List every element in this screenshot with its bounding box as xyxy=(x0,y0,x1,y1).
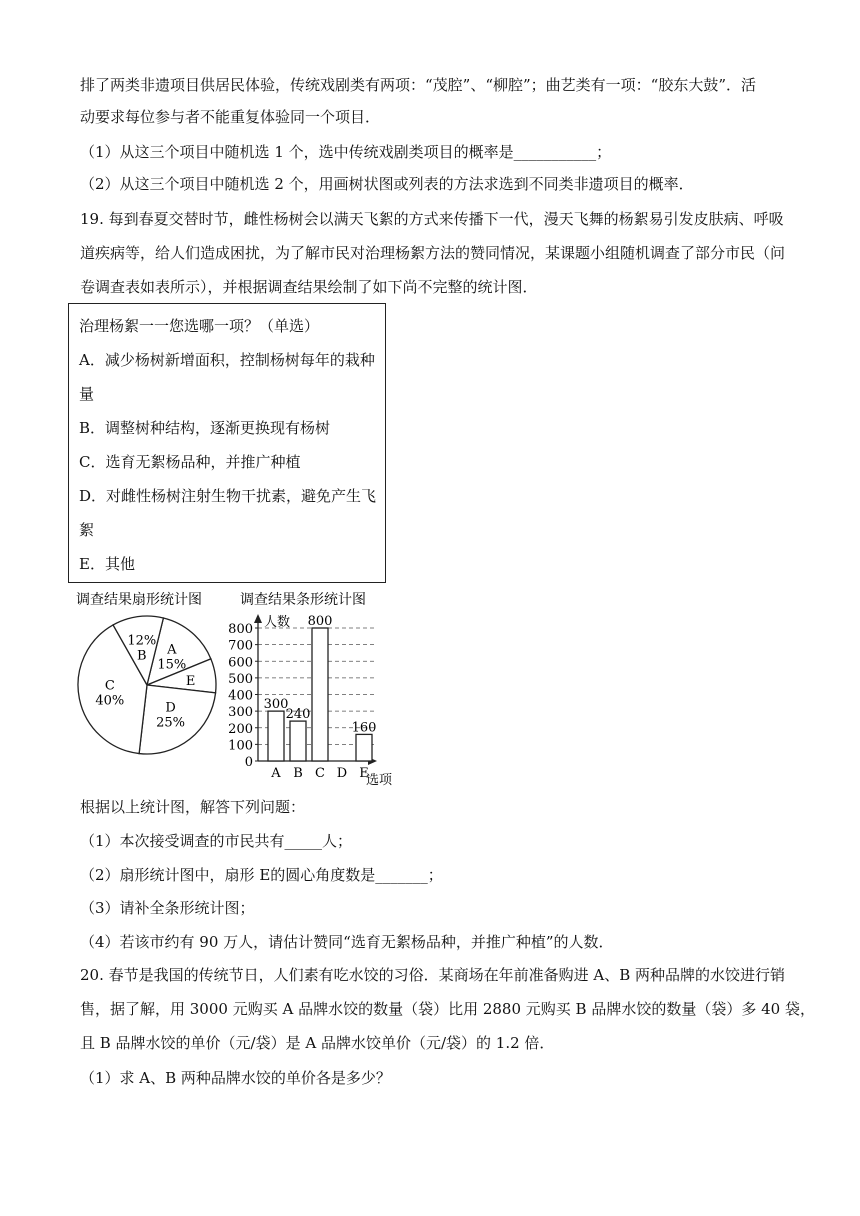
y-tick-label: 500 xyxy=(228,671,253,687)
y-tick-label: 300 xyxy=(228,705,253,721)
pie-label-b: B xyxy=(137,648,147,664)
after-chart-text: 根据以上统计图，解答下列问题： xyxy=(80,798,306,816)
x-tick-label-e: E xyxy=(359,766,369,781)
bar-c xyxy=(312,628,328,761)
bar-b xyxy=(290,721,306,761)
q19-part2: （2）扇形统计图中，扇形 E的圆心角度数是_______； xyxy=(80,866,443,884)
survey-charts xyxy=(74,588,414,788)
q19-part4: （4）若该市约有 90 万人，请估计赞同“选育无絮杨品种，并推广种植”的人数． xyxy=(80,933,614,951)
q18-part1: （1）从这三个项目中随机选 1 个，选中传统戏剧类项目的概率是___________； xyxy=(80,143,612,161)
bar-chart xyxy=(228,614,393,788)
survey-title: 治理杨絮一一您选哪一项？（单选） xyxy=(79,317,320,335)
bar-chart-title: 调查结果条形统计图 xyxy=(240,592,366,608)
y-tick-label: 600 xyxy=(228,655,253,671)
y-axis-arrow xyxy=(254,614,262,623)
y-tick-label: 800 xyxy=(228,622,253,637)
q19-line-1: 19. 每到春夏交替时节，雌性杨树会以满天飞絮的方式来传播下一代，漫天飞舞的杨絮易引发皮肤病、呼吸 xyxy=(80,210,784,228)
pie-percent-c: 40% xyxy=(95,693,125,709)
q19-line-3: 卷调查表如表所示），并根据调查结果绘制了如下尚不完整的统计图． xyxy=(80,278,538,296)
y-tick-label: 700 xyxy=(228,638,253,654)
q20-line-1: 20. 春节是我国的传统节日，人们素有吃水饺的习俗．某商场在年前准备购进 A、B 两种品牌的水饺进行销 xyxy=(80,966,786,984)
bar-value-label-a: 300 xyxy=(263,697,289,713)
pie-chart-title: 调查结果扇形统计图 xyxy=(76,592,202,608)
pie-label-a: A xyxy=(167,642,177,658)
q20-line-2: 售，据了解，用 3000 元购买 A 品牌水饺的数量（袋）比用 2880 元购买 B 品牌水饺的数量（袋）多 40 袋， xyxy=(80,1000,815,1018)
bar-value-label-b: 240 xyxy=(285,707,311,723)
bar-value-label-e: 160 xyxy=(351,720,377,736)
q19-part3: （3）请补全条形统计图； xyxy=(80,899,255,917)
charts-area xyxy=(74,588,414,792)
q19-line-2: 道疾病等，给人们造成困扰，为了解市民对治理杨絮方法的赞同情况，某课题小组随机调查了部分市民（问 xyxy=(80,244,786,262)
bar-value-label-c: 800 xyxy=(307,614,333,629)
y-tick-label: 0 xyxy=(244,755,253,770)
pie-label-d: D xyxy=(165,700,176,716)
q20-line-3: 且 B 品牌水饺的单价（元/袋）是 A 品牌水饺单价（元/袋）的 1.2 倍． xyxy=(80,1034,555,1052)
survey-option-e: E．其他 xyxy=(79,555,135,573)
pie-percent-d: 25% xyxy=(156,715,186,731)
x-tick-label-a: A xyxy=(271,766,281,781)
intro-line-2: 动要求每位参与者不能重复体验同一个项目． xyxy=(80,108,381,126)
q19-part1: （1）本次接受调查的市民共有_____人； xyxy=(80,832,353,850)
x-tick-label-b: B xyxy=(293,766,303,781)
survey-option-d-cont: 絮 xyxy=(79,521,95,539)
survey-option-b: B．调整树种结构，逐渐更换现有杨树 xyxy=(79,419,331,437)
pie-label-c: C xyxy=(104,678,115,694)
survey-option-d: D．对雌性杨树注射生物干扰素，避免产生飞 xyxy=(79,487,377,505)
survey-box xyxy=(68,303,386,583)
bar-e xyxy=(356,734,372,761)
x-tick-label-d: D xyxy=(336,766,348,781)
pie-percent-a: 15% xyxy=(157,657,187,673)
y-tick-label: 100 xyxy=(228,738,253,754)
x-tick-label-c: C xyxy=(315,766,325,781)
pie-label-e: E xyxy=(185,673,196,689)
y-tick-label: 200 xyxy=(228,721,253,737)
bar-a xyxy=(268,711,284,761)
pie-chart xyxy=(78,616,216,754)
survey-option-a-cont: 量 xyxy=(79,385,95,403)
q20-part1: （1）求 A、B 两种品牌水饺的单价各是多少？ xyxy=(80,1069,391,1087)
pie-percent-b: 12% xyxy=(127,633,157,649)
survey-option-c: C．选育无絮杨品种，并推广种植 xyxy=(79,453,301,471)
survey-option-a: A．减少杨树新增面积，控制杨树每年的栽种 xyxy=(79,351,375,369)
q18-part2: （2）从这三个项目中随机选 2 个，用画树状图或列表的方法求选到不同类非遗项目的概率． xyxy=(80,175,694,193)
y-axis-label: 人数 xyxy=(264,615,291,630)
intro-line-1: 排了两类非遗项目供居民体验，传统戏剧类有两项：“茂腔”、“柳腔”；曲艺类有一项：“胶东大鼓”．活 xyxy=(80,76,757,94)
y-tick-label: 400 xyxy=(228,688,253,704)
x-axis-label: 选项 xyxy=(366,773,393,788)
